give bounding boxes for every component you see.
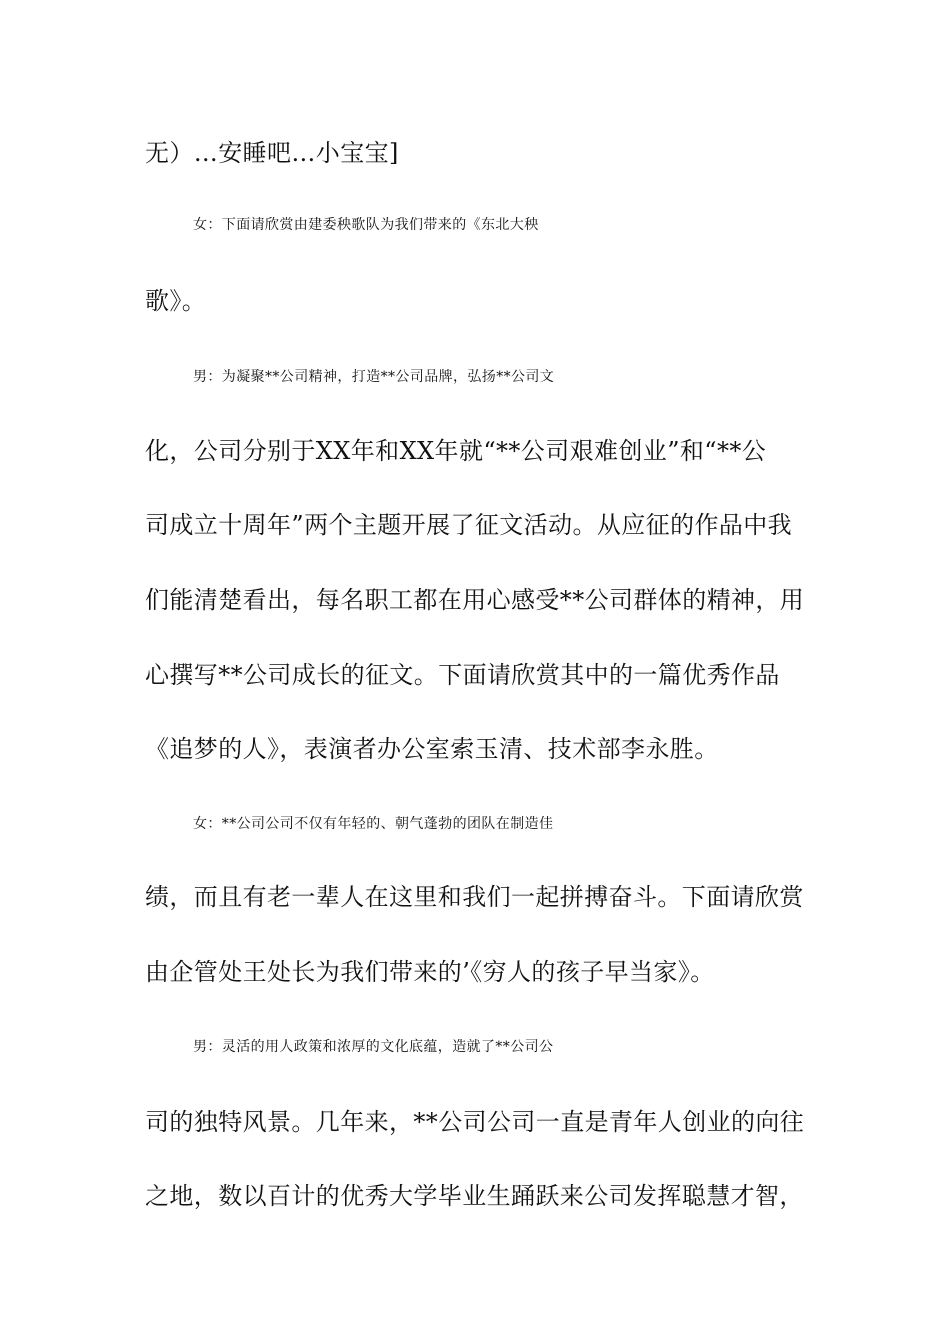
text-line: 无）…安睡吧…小宝宝] bbox=[145, 139, 399, 167]
text-line: 男：灵活的用人政策和浓厚的文化底蕴，造就了**公司公 bbox=[193, 1039, 554, 1055]
text-line: 司的独特风景。几年来，**公司公司一直是青年人创业的向往 bbox=[145, 1108, 805, 1136]
text-line: 心撰写**公司成长的征文。下面请欣赏其中的一篇优秀作品 bbox=[145, 661, 780, 689]
text-line: 男：为凝聚**公司精神，打造**公司品牌，弘扬**公司文 bbox=[193, 369, 555, 385]
text-line: 绩，而且有老一辈人在这里和我们一起拼搏奋斗。下面请欣赏 bbox=[145, 883, 804, 911]
text-line: 们能清楚看出，每名职工都在用心感受**公司群体的精神，用 bbox=[145, 586, 805, 614]
text-line: 女：**公司公司不仅有年轻的、朝气蓬勃的团队在制造佳 bbox=[193, 816, 554, 832]
text-line: 由企管处王处长为我们带来的’《穷人的孩子早当家》。 bbox=[145, 958, 715, 986]
text-line: 女：下面请欣赏由建委秧歌队为我们带来的《东北大秧 bbox=[193, 217, 539, 233]
text-line: 《追梦的人》，表演者办公室索玉清、技术部李永胜。 bbox=[145, 735, 719, 763]
text-line: 司成立十周年”两个主题开展了征文活动。从应征的作品中我 bbox=[145, 511, 793, 539]
text-line: 歌》。 bbox=[145, 287, 207, 315]
text-line: 化，公司分别于XX年和XX年就“**公司艰难创业”和“**公 bbox=[145, 437, 767, 465]
text-line: 之地，数以百计的优秀大学毕业生踊跃来公司发挥聪慧才智， bbox=[145, 1182, 804, 1210]
